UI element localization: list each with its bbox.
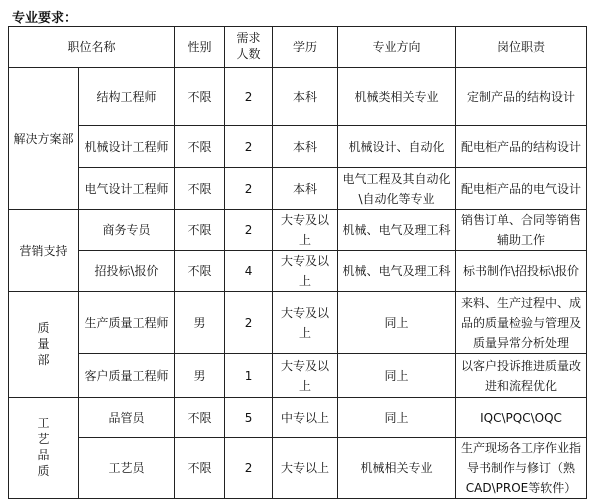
count-cell: 2 [225,168,273,210]
header-gender: 性别 [175,27,225,68]
education-cell: 本科 [273,168,338,210]
header-count: 需求人数 [225,27,273,68]
position-cell: 商务专员 [79,210,175,251]
gender-cell: 不限 [175,438,225,499]
department-cell: 工艺品质 [9,398,79,499]
duty-cell: 定制产品的结构设计 [456,68,587,126]
duty-cell: 来料、生产过程中、成品的质量检验与管理及质量异常分析处理 [456,292,587,354]
header-position: 职位名称 [9,27,175,68]
duty-cell: 标书制作\招投标\报价 [456,251,587,292]
table-row [9,354,587,398]
count-cell: 2 [225,68,273,126]
department-cell: 质量部 [9,292,79,398]
table-row [9,68,587,126]
major-cell: 同上 [338,292,456,354]
header-education: 学历 [273,27,338,68]
education-cell: 大专及以上 [273,354,338,398]
major-cell: 同上 [338,398,456,438]
requirements-table [8,26,587,499]
position-cell: 品管员 [79,398,175,438]
education-cell: 大专及以上 [273,292,338,354]
duty-cell: 生产现场各工序作业指导书制作与修订（熟CAD\PROE等软件） [456,438,587,499]
position-cell: 工艺员 [79,438,175,499]
education-cell: 本科 [273,68,338,126]
count-cell: 2 [225,126,273,168]
header-duty: 岗位职责 [456,27,587,68]
count-cell: 1 [225,354,273,398]
education-cell: 中专以上 [273,398,338,438]
position-cell: 机械设计工程师 [79,126,175,168]
duty-cell: 配电柜产品的电气设计 [456,168,587,210]
education-cell: 大专及以上 [273,210,338,251]
gender-cell: 不限 [175,126,225,168]
table-row [9,251,587,292]
table-row [9,126,587,168]
count-cell: 2 [225,438,273,499]
major-cell: 机械、电气及理工科 [338,210,456,251]
position-cell: 招投标\报价 [79,251,175,292]
department-cell: 营销支持 [9,210,79,292]
major-cell: 机械相关专业 [338,438,456,499]
gender-cell: 不限 [175,210,225,251]
major-cell: 电气工程及其自动化\自动化等专业 [338,168,456,210]
table-row [9,398,587,438]
education-cell: 大专及以上 [273,251,338,292]
major-cell: 机械类相关专业 [338,68,456,126]
position-cell: 电气设计工程师 [79,168,175,210]
header-row [9,27,587,68]
gender-cell: 不限 [175,398,225,438]
position-cell: 客户质量工程师 [79,354,175,398]
count-cell: 2 [225,210,273,251]
position-cell: 结构工程师 [79,68,175,126]
section-title: 专业要求： [12,11,78,26]
table-row [9,438,587,499]
gender-cell: 不限 [175,68,225,126]
department-cell: 解决方案部 [9,68,79,210]
count-cell: 5 [225,398,273,438]
duty-cell: 销售订单、合同等销售辅助工作 [456,210,587,251]
duty-cell: 配电柜产品的结构设计 [456,126,587,168]
count-cell: 4 [225,251,273,292]
duty-cell: 以客户投诉推进质量改进和流程优化 [456,354,587,398]
gender-cell: 不限 [175,168,225,210]
gender-cell: 男 [175,354,225,398]
position-cell: 生产质量工程师 [79,292,175,354]
table-row [9,210,587,251]
major-cell: 机械设计、自动化 [338,126,456,168]
education-cell: 大专以上 [273,438,338,499]
header-major: 专业方向 [338,27,456,68]
gender-cell: 不限 [175,251,225,292]
major-cell: 机械、电气及理工科 [338,251,456,292]
gender-cell: 男 [175,292,225,354]
education-cell: 本科 [273,126,338,168]
count-cell: 2 [225,292,273,354]
duty-cell: IQC\PQC\OQC [456,398,587,438]
table-row [9,168,587,210]
major-cell: 同上 [338,354,456,398]
table-row [9,292,587,354]
